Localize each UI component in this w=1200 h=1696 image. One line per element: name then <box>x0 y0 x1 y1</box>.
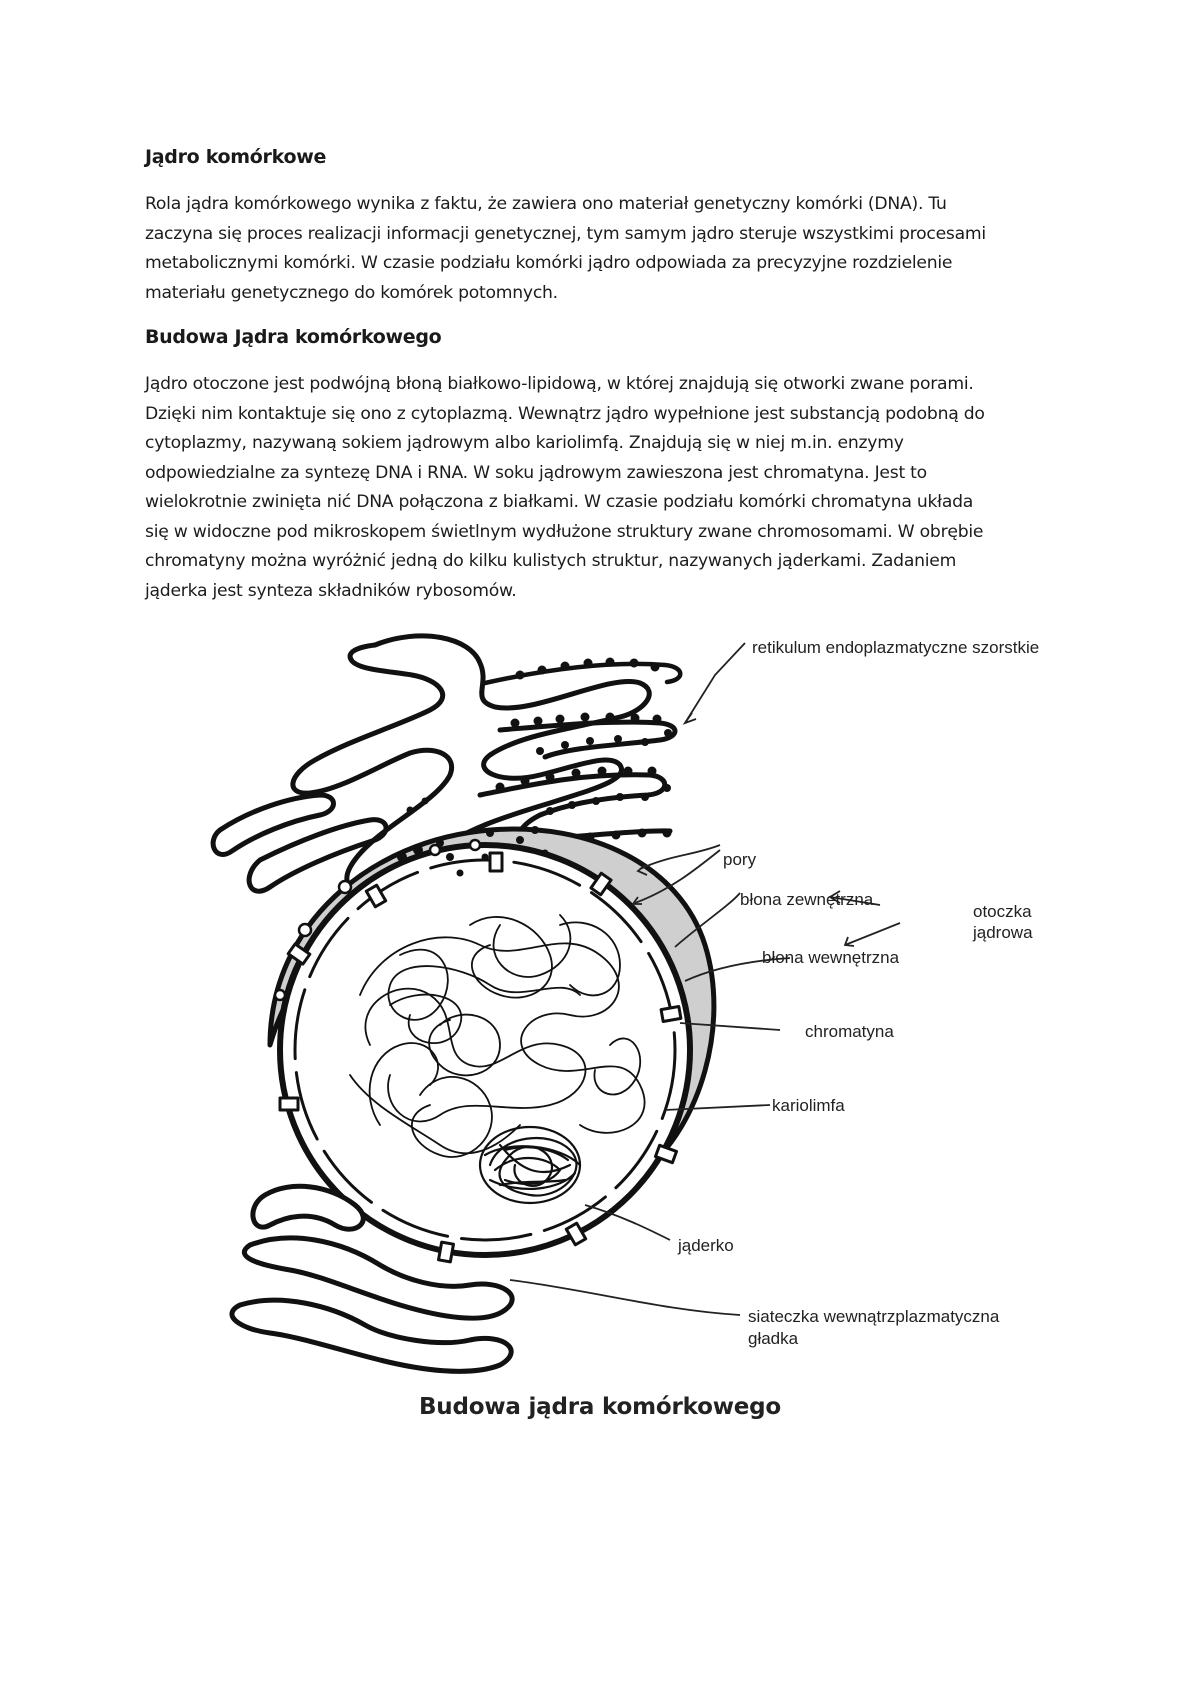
label-outer-membrane: błona zewnętrzna <box>740 890 874 909</box>
label-envelope-2: jądrowa <box>973 923 1033 942</box>
text-line: się w widoczne pod mikroskopem świetlnym wydłużone struktury zwane chromosomami. W obrębie <box>145 521 984 542</box>
paragraph-nucleus-role <box>145 190 1075 308</box>
text-line: Dzięki nim kontaktuje się ono z cytoplazmą. Wewnątrz jądro wypełnione jest substancją podobną do <box>145 403 985 424</box>
section-title-structure: Budowa Jądra komórkowego <box>145 326 442 348</box>
label-envelope-1: otoczka <box>973 902 1032 921</box>
text-line: metabolicznymi komórki. W czasie podziału komórki jądro odpowiada za precyzyjne rozdzielenie <box>145 253 953 273</box>
text-line: chromatyny można wyróżnić jedną do kilku kulistych struktur, nazywanych jąderkami. Zadaniem <box>145 551 957 571</box>
text-line: zaczyna się proces realizacji informacji genetycznej, tym samym jądro steruje wszystkimi procesami <box>145 223 986 244</box>
text-line: odpowiedzialne za syntezę DNA i RNA. W soku jądrowym zawieszona jest chromatyna. Jest to <box>145 462 927 483</box>
label-chromatin: chromatyna <box>805 1022 894 1041</box>
paragraph-nucleus-structure <box>145 370 1075 606</box>
text-line: materiału genetycznego do komórek potomnych. <box>145 282 558 303</box>
label-smooth-er-1: siateczka wewnątrzplazmatyczna <box>748 1307 1000 1326</box>
label-karyolymph: kariolimfa <box>772 1096 845 1115</box>
label-smooth-er-2: gładka <box>748 1329 799 1348</box>
section-title-nucleus: Jądro komórkowe <box>145 146 327 168</box>
text-line: Rola jądra komórkowego wynika z faktu, że zawiera ono materiał genetyczny komórki (DNA). Tu <box>145 194 947 214</box>
text-line: jąderka jest synteza składników rybosomów. <box>145 580 517 601</box>
text-line: Jądro otoczone jest podwójną błoną białkowo-lipidową, w której znajdują się otworki zwane porami. <box>145 374 974 394</box>
text-line: cytoplazmy, nazywaną sokiem jądrowym albo kariolimfą. Znajdują się w niej m.in. enzymy <box>145 433 904 453</box>
diagram-caption: Budowa jądra komórkowego <box>418 1394 782 1420</box>
text-line: wielokrotnie zwinięta nić DNA połączona z białkami. W czasie podziału komórki chromatyna układa <box>145 492 974 512</box>
nucleus-diagram <box>140 625 1080 1385</box>
label-inner-membrane: błona wewnętrzna <box>762 948 900 967</box>
label-rough-er: retikulum endoplazmatyczne szorstkie <box>752 638 1040 657</box>
label-nucleolus: jąderko <box>678 1236 734 1255</box>
label-pores: pory <box>723 850 757 869</box>
